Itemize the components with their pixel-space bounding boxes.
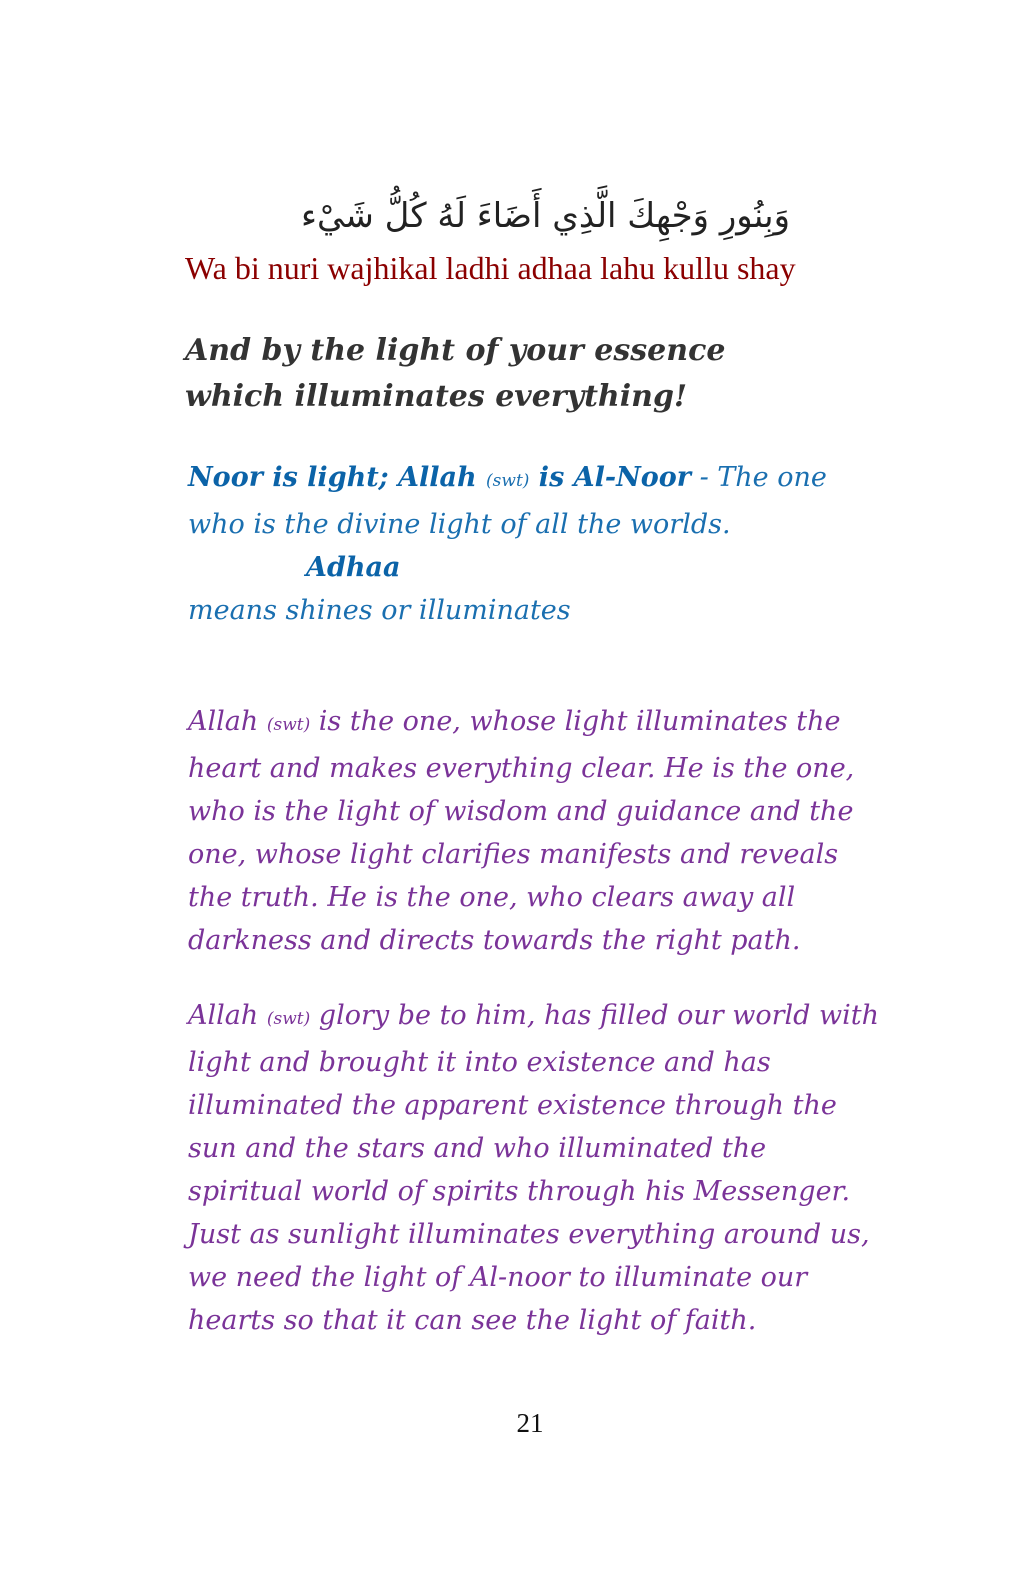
paragraph1-text: is the one, whose light illuminates the heart and makes everything clear. He is the one, who is the light of wisdom and guidance and the one, whose light clarifies manifests and reveals the truth. He is the one, who clears away all darkness and directs towards the right path. bbox=[188, 706, 855, 956]
explanatory-note bbox=[188, 456, 868, 632]
paragraph2-lead: Allah bbox=[188, 1000, 267, 1031]
note-noor-definition: Noor is light; Allah bbox=[188, 462, 487, 493]
paragraph2-text: glory be to him, has filled our world with light and brought it into existence and has illuminated the apparent existence through the sun and the stars and who illuminated the spiritual world of spirits through his Messenger. Just as sunlight illuminates everything around us, we need the light of Al-noor to illuminate our hearts so that it can see the light of faith. bbox=[188, 1000, 879, 1336]
page-number: 21 bbox=[516, 1408, 544, 1438]
note-al-noor: is Al-Noor bbox=[529, 462, 691, 493]
transliteration-line: Wa bi nuri wajhikal ladhi adhaa lahu kullu shay bbox=[185, 250, 796, 286]
paragraph2-swt: (swt) bbox=[266, 1009, 311, 1029]
note-adhaa-term: Adhaa bbox=[306, 552, 401, 583]
arabic-dua-line: وَبِنُورِ وَجْهِكَ الَّذِي أَضَاءَ لَهُ كُلُّ شَيْء bbox=[301, 196, 790, 236]
paragraph1-swt: (swt) bbox=[266, 715, 311, 735]
paragraph-light-of-heart bbox=[188, 700, 888, 962]
paragraph1-lead: Allah bbox=[188, 706, 267, 737]
note-adhaa-meaning: means shines or illuminates bbox=[188, 595, 571, 626]
paragraph-light-of-world bbox=[188, 994, 888, 1342]
note-description: - The one who is the divine light of all the worlds. bbox=[188, 462, 827, 540]
note-swt-honorific: (swt) bbox=[486, 471, 530, 491]
english-translation: And by the light of your essence which illuminates everything! bbox=[185, 333, 726, 414]
